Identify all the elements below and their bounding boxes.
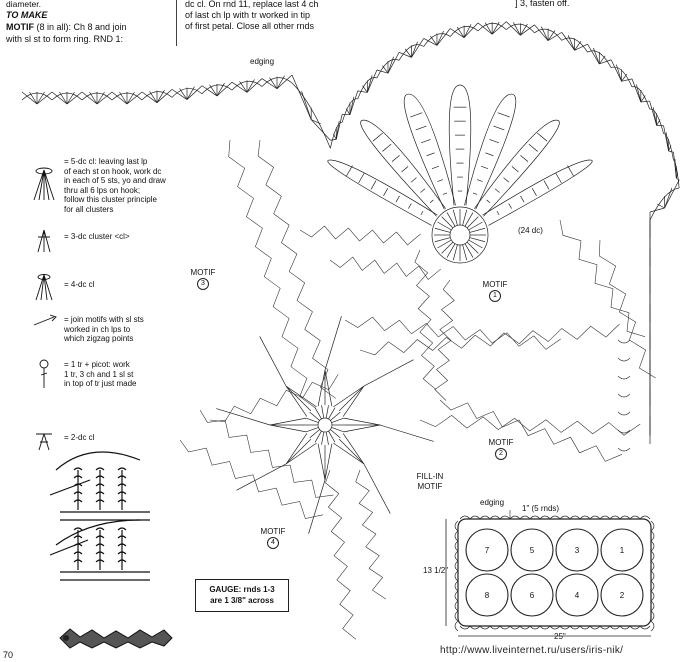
stitch-illustration <box>50 452 150 580</box>
layout-width-label: 25" <box>554 632 566 641</box>
motif-1-drawing <box>328 85 593 263</box>
layout-rnds-label: 1" (5 rnds) <box>522 504 560 513</box>
gauge-line2: are 1 3/8" across <box>210 596 274 605</box>
motif-1-label: MOTIF 1 <box>478 280 512 302</box>
legend-4dc-cluster: = 4-dc cl <box>64 280 95 289</box>
legend-2dc-cluster: = 2-dc cl <box>64 433 95 442</box>
layout-motif-number: 2 <box>619 591 625 600</box>
motif-4-label: MOTIF 4 <box>256 527 290 549</box>
motif-4-drawing <box>216 316 434 534</box>
fill-in-motif-label: FILL-IN MOTIF <box>416 472 444 491</box>
motif-instructions-line2: with sl st to form ring. RND 1: <box>6 34 124 44</box>
layout-motif-number: 7 <box>484 546 490 555</box>
header-col1-top: diameter. <box>6 0 41 9</box>
header-col2-line2: of last ch lp with tr worked in tip <box>185 10 311 20</box>
chain-mesh <box>180 140 656 639</box>
motif-instructions-line1: MOTIF (8 in all): Ch 8 and join <box>6 22 127 32</box>
watermark-logo <box>56 626 176 650</box>
24dc-label: (24 dc) <box>518 226 543 235</box>
header-col2-line1: dc cl. On rnd 11, replace last 4 ch <box>185 0 319 9</box>
header-col3-line1: ] 3, fasten off. <box>515 0 570 8</box>
motif-2-label: MOTIF 2 <box>484 438 518 460</box>
header-col2-line3: of first petal. Close all other rnds <box>185 21 315 31</box>
legend-5dc-cluster: = 5-dc cl: leaving last lp of each st on hook, work dc in each of 5 sts, yo and draw thru all 6 lps on hook; follow this cluster principle for all clusters <box>64 157 166 214</box>
layout-motif-number: 8 <box>484 591 490 600</box>
layout-motif-number: 6 <box>529 591 535 600</box>
gauge-line1: GAUGE: rnds 1-3 <box>209 585 275 594</box>
layout-motif-number: 4 <box>574 591 580 600</box>
motif-2-number: 2 <box>495 448 507 460</box>
layout-height-label: 13 1/2" <box>423 566 449 575</box>
motif-3-number: 3 <box>197 278 209 290</box>
page-number: 70 <box>3 650 14 660</box>
layout-edging-label: edging <box>480 498 505 507</box>
edging-label: edging <box>250 57 275 66</box>
motif-1-number: 1 <box>489 290 501 302</box>
layout-motif-number: 3 <box>574 546 580 555</box>
gauge-box <box>195 579 289 612</box>
motif-4-number: 4 <box>267 537 279 549</box>
motif-3-label: MOTIF 3 <box>186 268 220 290</box>
legend-3dc-cluster: = 3-dc cluster <cl> <box>64 232 130 241</box>
legend-join: = join motifs with sl sts worked in ch lps to which zigzag points <box>64 315 144 343</box>
layout-motif-number: 5 <box>529 546 535 555</box>
legend-symbols <box>34 168 56 450</box>
to-make-heading: TO MAKE <box>6 10 48 20</box>
layout-motif-number: 1 <box>619 546 625 555</box>
legend-tr-picot: = 1 tr + picot: work 1 tr, 3 ch and 1 sl st in top of tr just made <box>64 360 137 388</box>
source-url: http://www.liveinternet.ru/users/iris-nik/ <box>440 645 624 656</box>
